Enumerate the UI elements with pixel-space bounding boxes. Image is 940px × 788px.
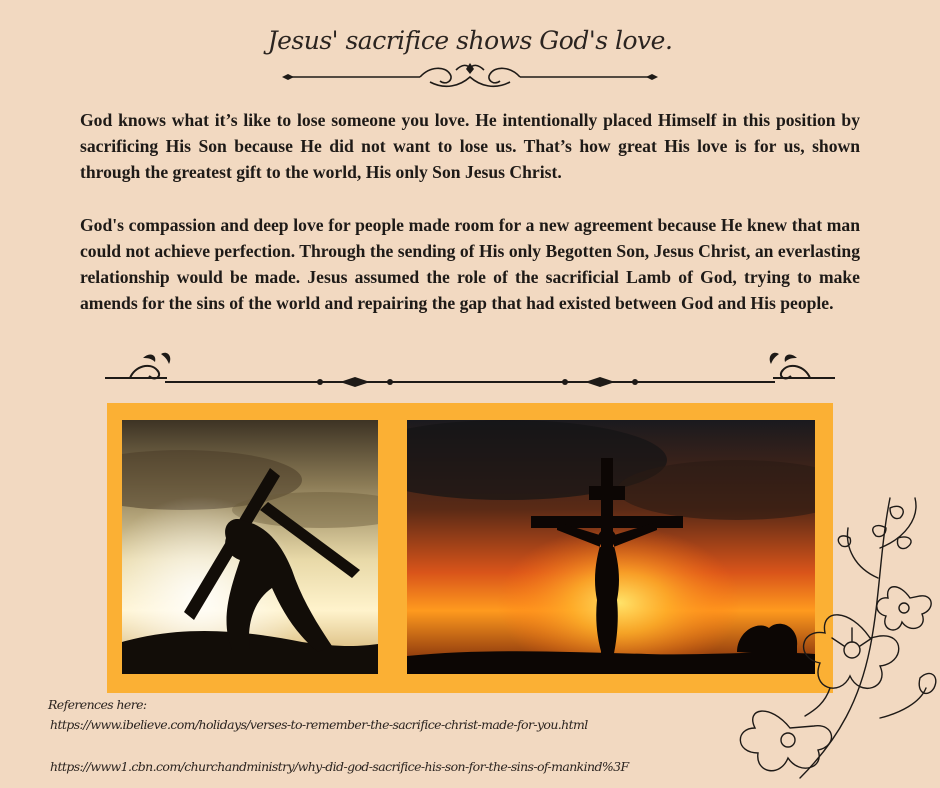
page-title: Jesus' sacrifice shows God's love. xyxy=(267,26,673,55)
jesus-carrying-cross-photo xyxy=(122,420,378,674)
paragraph-1: God knows what it’s like to lose someone you love. He intentionally placed Himself in this position by sacrificing His Son because He did not want to lose us. That’s how great His love is for us, shown through the greatest gift to the world, His only Son Jesus Christ. xyxy=(80,110,860,182)
references-heading: References here: xyxy=(48,697,147,712)
reference-link-1[interactable]: https://www.ibelieve.com/holidays/verses-to-remember-the-sacrifice-christ-made-for-you.html xyxy=(50,717,588,732)
reference-link-2[interactable]: https://www1.cbn.com/churchandministry/why-did-god-sacrifice-his-son-for-the-sins-of-mankind%3F xyxy=(50,759,629,774)
paragraph-2: God's compassion and deep love for people made room for a new agreement because He knew that man could not achieve perfection. Through the sending of His only Begotten Son, Jesus Christ, an everlasting relationship would be made. Jesus assumed the role of the sacrificial Lamb of God, trying to make amends for the sins of the world and repairing the gap that had existed between God and His people. xyxy=(80,215,860,313)
floral-line-art-decoration xyxy=(730,488,940,788)
title-flourish-ornament xyxy=(280,60,660,94)
section-divider-ornament xyxy=(105,348,835,390)
